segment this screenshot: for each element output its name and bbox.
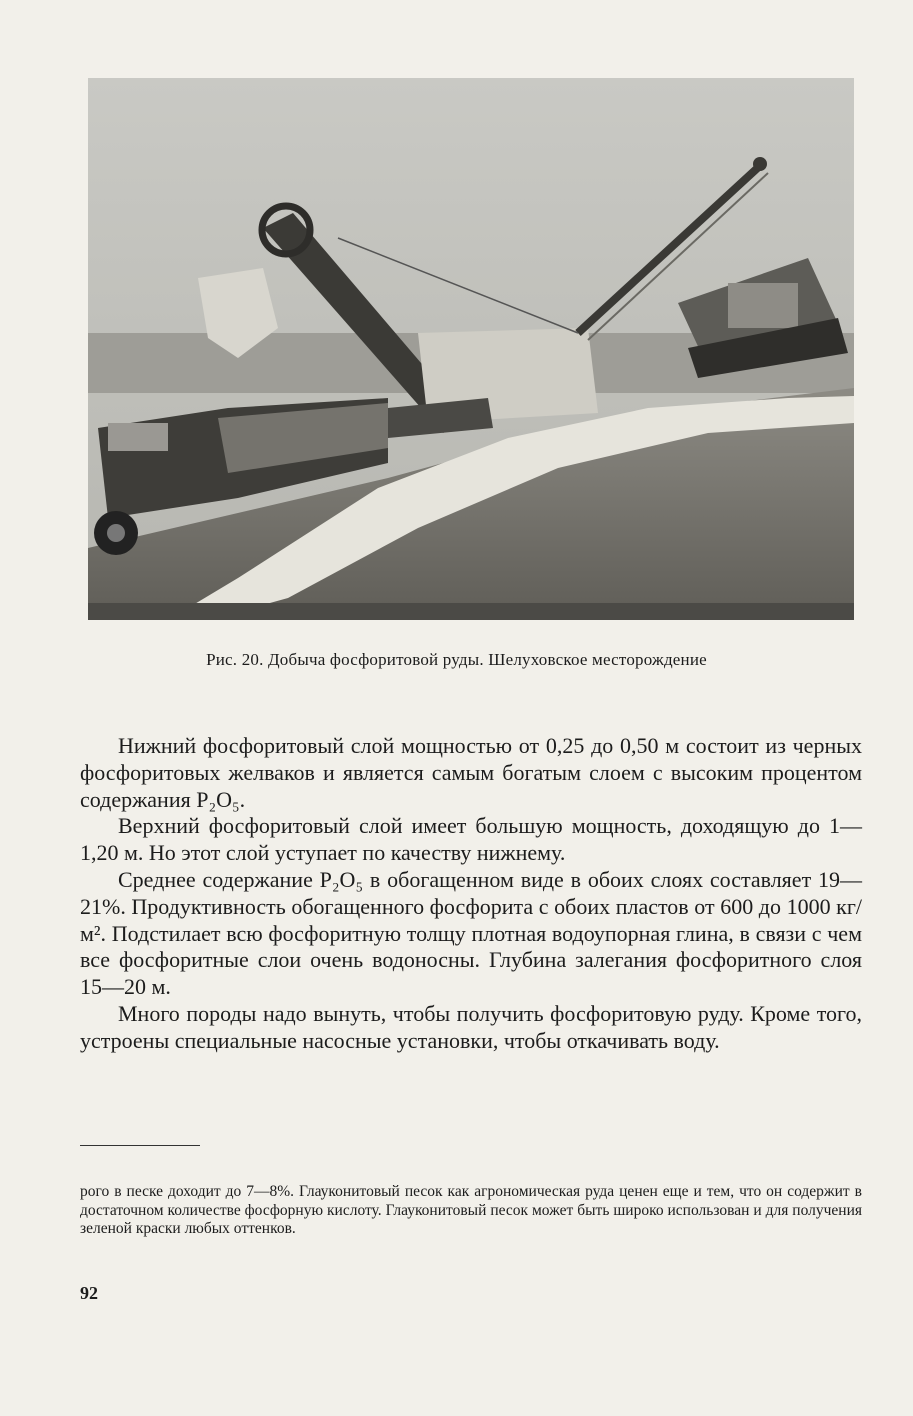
paragraph-pumping: Много породы надо вынуть, чтобы получить фосфоритовую руду. Кроме того, устроены специальные насосные установки, чтобы откачивать воду. — [80, 1000, 862, 1053]
figure-caption: Рис. 20. Добыча фосфоритовой руды. Шелуховское месторождение — [206, 650, 707, 669]
paragraph-upper-layer: Верхний фосфоритовый слой имеет большую мощность, доходящую до 1—1,20 м. Но этот слой уступает по качеству нижнему. — [80, 813, 862, 866]
figure-photo — [88, 78, 854, 620]
paragraph-lower-layer: Нижний фосфоритовый слой мощностью от 0,25 до 0,50 м состоит из черных фосфоритовых желваков и является самым богатым слоем с высоким процентом содержания P₂O₅. — [80, 733, 862, 812]
excavation-photo — [88, 78, 854, 620]
page-number: 92 — [80, 1283, 98, 1303]
footnote-divider — [80, 1145, 200, 1146]
footnote: рого в песке доходит до 7—8%. Глауконитовый песок как агрономическая руда ценен еще и тем, что он содержит в достаточном количестве фосфорную кислоту. Глауконитовый песок может быть широко использован и для получения зеленой краски любых оттенков. — [80, 1183, 862, 1237]
paragraph-average-content: Среднее содержание P₂O₅ в обогащенном виде в обоих слоях составляет 19—21%. Продуктивность обогащенного фосфорита с обоих пластов от 600 до 1000 кг/м². Подстилает всю фосфоритную толщу плотная водоупорная глина, в связи с чем все фосфоритные слои очень водоносны. Глубина залегания фосфоритного слоя 15—20 м. — [80, 866, 862, 1000]
body-text — [80, 733, 862, 1055]
